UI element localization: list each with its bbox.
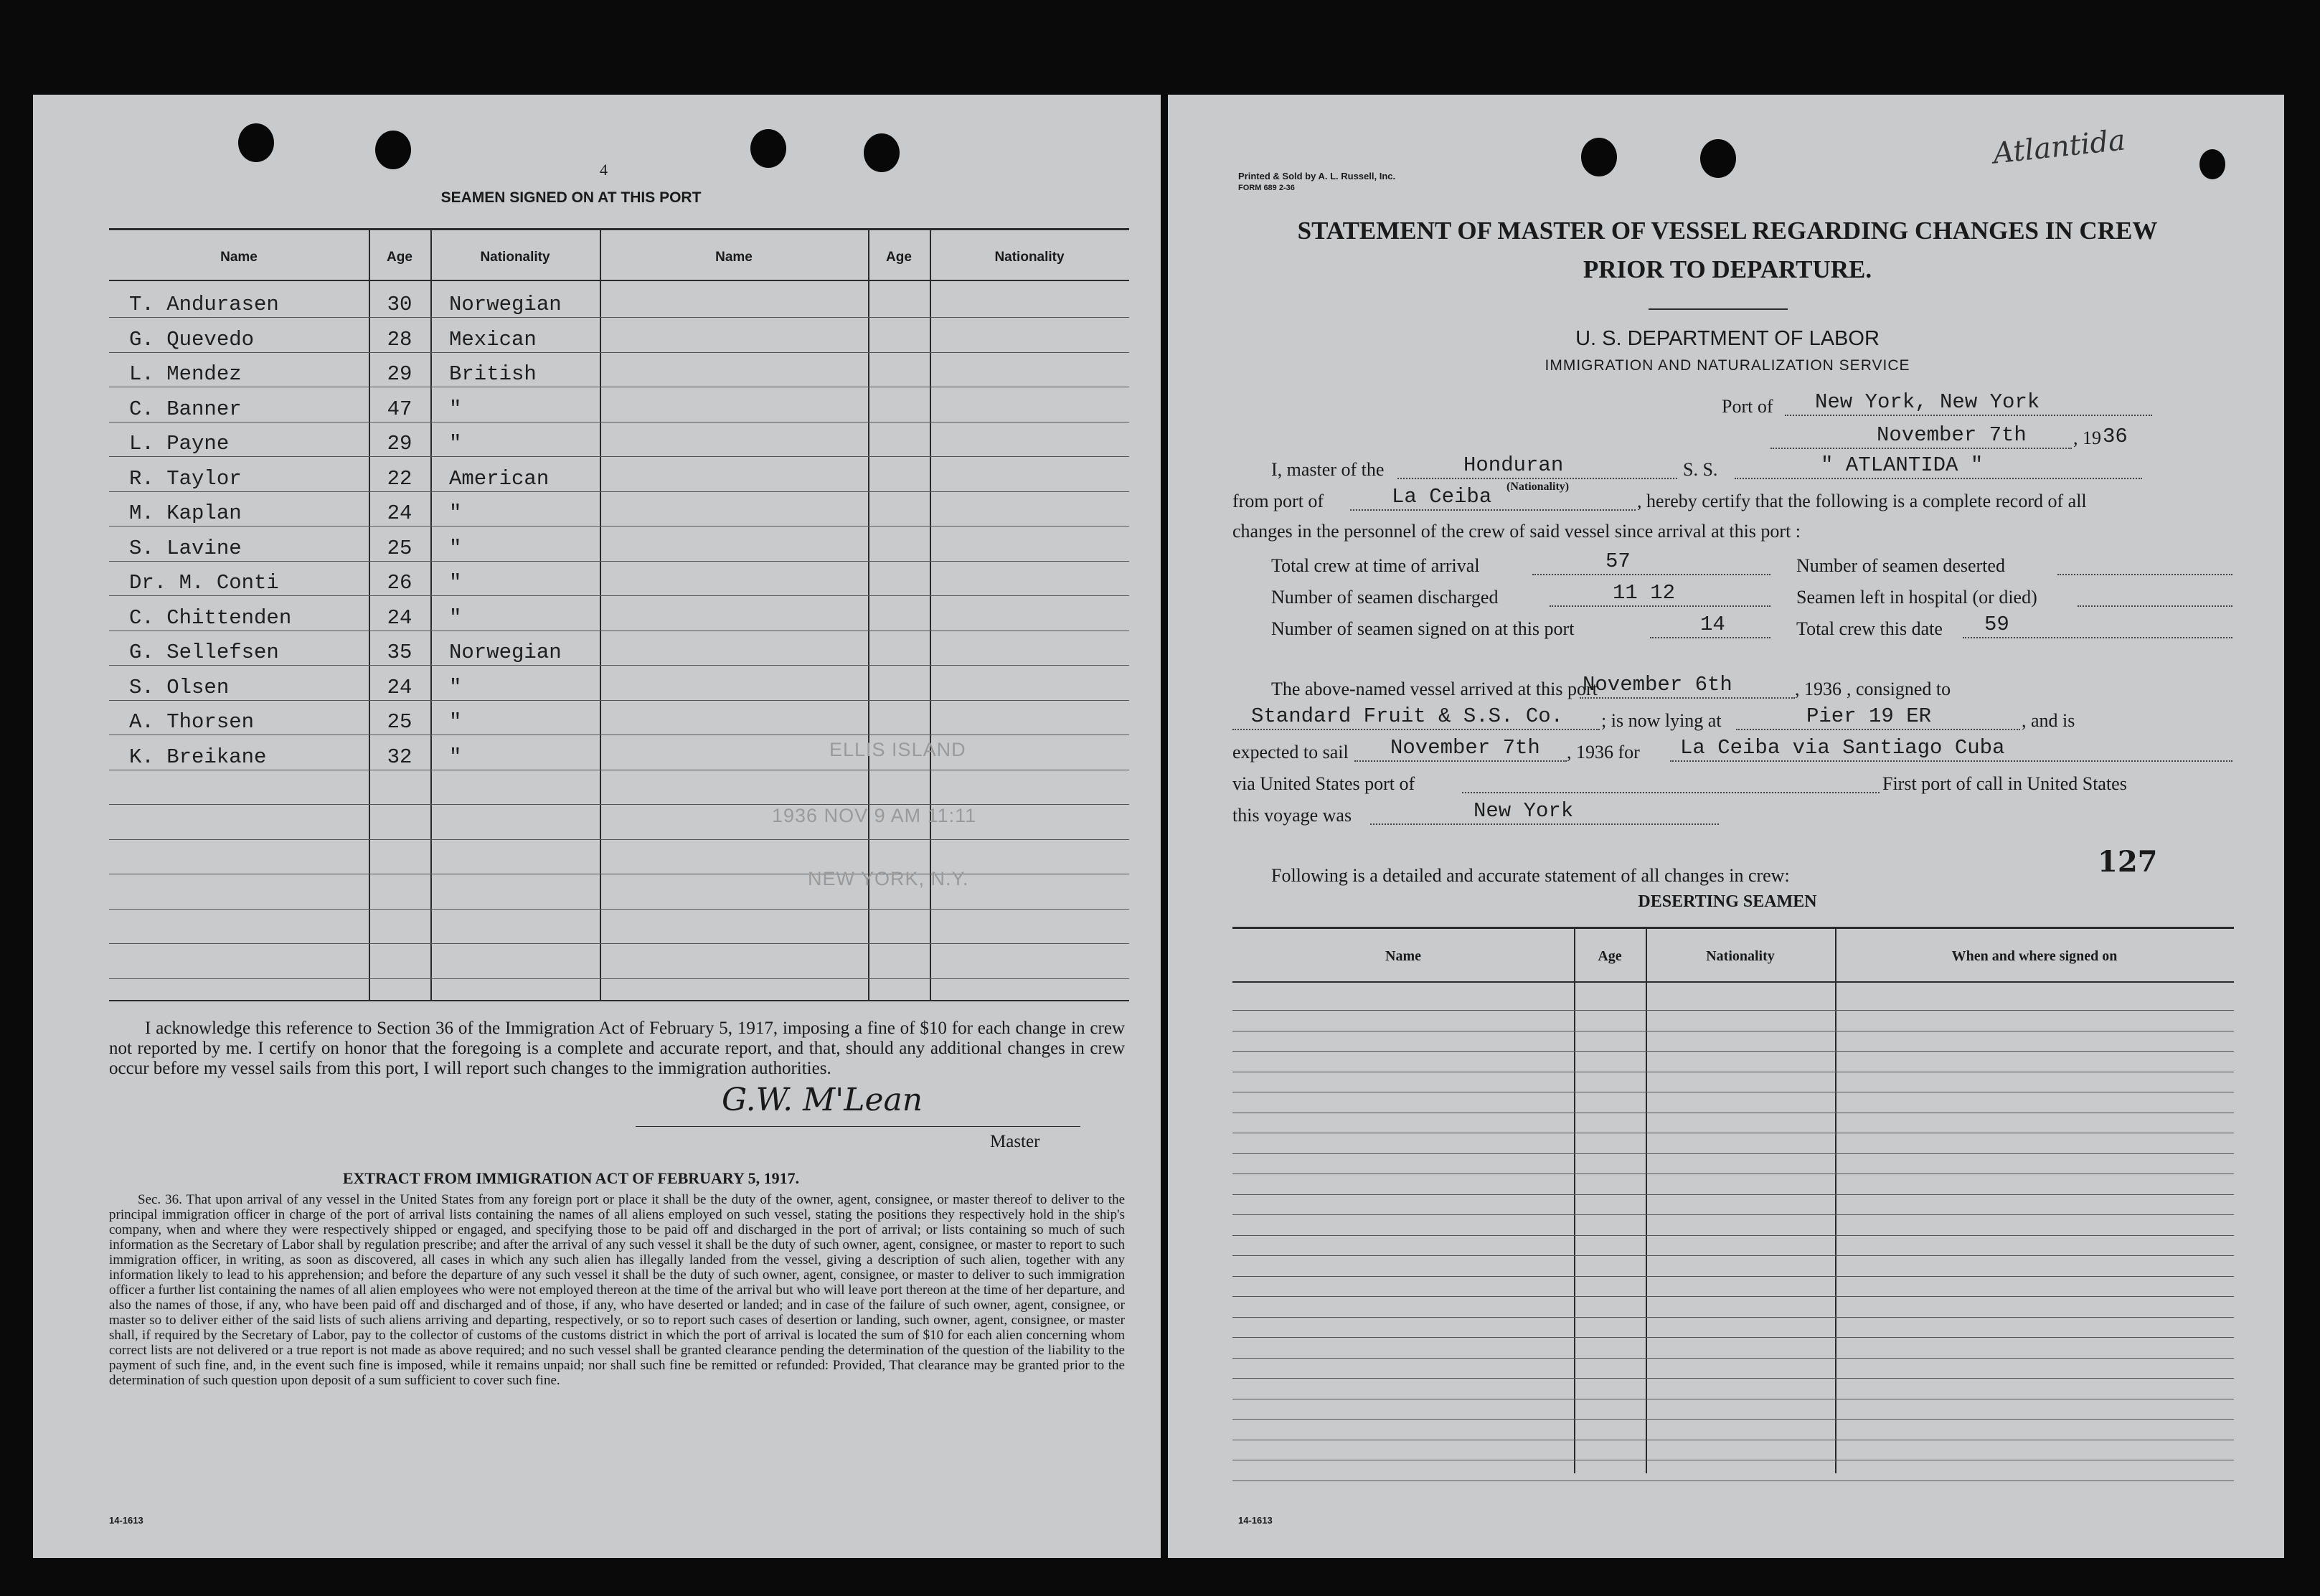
crew-nationality: " [449,397,462,421]
form-code: 14-1613 [1238,1515,1273,1526]
table-top-rule [109,228,1129,230]
title-divider [1649,308,1788,310]
fill-line [1963,637,2232,638]
crew-nationality: Norwegian [449,293,562,316]
fill-line [1770,448,2072,449]
fill-line [1397,478,1677,479]
deserting-row-rule [1232,1419,2234,1420]
table-row-rule [109,526,1129,527]
fill-line [1462,792,1880,793]
port-value: New York, New York [1815,390,2040,414]
printer-line: Printed & Sold by A. L. Russell, Inc. [1238,171,1396,181]
crew-name: K. Breikane [129,745,267,769]
crew-name: L. Mendez [129,362,242,386]
discharged-label: Number of seamen discharged [1271,587,1499,608]
crew-age: 30 [387,293,412,316]
punch-hole [1581,138,1617,176]
col-header-name-2: Name [715,250,753,265]
crew-nationality: Norwegian [449,641,562,664]
deserting-row-rule [1232,1010,2234,1011]
consigned-label: , consigned to [1847,679,1951,699]
document-number: 127 [2098,845,2158,879]
destination-value: La Ceiba via Santiago Cuba [1680,736,2005,760]
deserting-row-rule [1232,1051,2234,1052]
crew-nationality: " [449,432,462,455]
arrived-value: November 6th [1583,673,1732,697]
deserting-col-signed-on: When and where signed on [1951,948,2118,964]
table-row-rule [109,839,1129,840]
deserting-col-nationality: Nationality [1706,948,1775,964]
crew-age: 22 [387,466,412,491]
col-header-nationality-2: Nationality [994,250,1065,265]
col-header-age-2: Age [886,250,912,265]
left-page [33,95,1161,1558]
hospital-label: Seamen left in hospital (or died) [1796,587,2037,608]
port-label: Port of [1722,396,1773,417]
deserting-row-rule [1232,1235,2234,1236]
crew-nationality: Mexican [449,327,537,351]
fill-line [1736,729,2020,730]
fill-line [1735,478,2142,479]
crew-nationality: " [449,605,462,630]
crew-nationality: American [449,466,550,491]
stamp-line: 1936 NOV 9 AM 11:11 [772,805,977,826]
crew-age: 29 [387,362,412,386]
nationality-caption: (Nationality) [1506,481,1570,493]
form-title-line2: PRIOR TO DEPARTURE. [1583,255,1872,283]
consignee-value: Standard Fruit & S.S. Co. [1251,704,1564,728]
right-page [1168,95,2284,1558]
punch-hole [1700,139,1736,178]
crew-name: Dr. M. Conti [129,571,279,595]
extract-title: EXTRACT FROM IMMIGRATION ACT OF FEBRUARY 5, 1917. [342,1169,800,1187]
discharged-value: 11 12 [1613,581,1676,605]
extract-text: Sec. 36. That upon arrival of any vessel in the United States from any foreign port or place it shall be the duty of the owner, agent, consignee, or master thereof to deliver to the principal immigration officer in charge of the port of arrival lists containing the names of all aliens employed on such vessel, stating the positions they respectively hold in the ship's company, when and where they were respectively shipped or engaged, and specifying those to be paid off and discharged in the port of arrival; or lists containing so much of such information as the Secretary of Labor shall by regulation prescribe; and after the arrival of any such vessel it shall be the duty of such owner, agent, consignee, or master to report to such immigration officer, in writing, as soon as discovered, all cases in which any such alien has illegally landed from the vessel, giving a description of such alien, together with any information likely to lead to his apprehension; and before the departure of any such vessel it shall be the duty of such owner, agent, consignee, or master to deliver to such immigration officer a further list containing the names of all alien employees who were not employed thereon at the time of the arrival but who will leave port thereon at the time of her departure, and also the names of those, if any, who have been paid off and discharged and of those, if any, who have deserted or landed; and in case of the failure of such owner, agent, consignee, or master so to deliver either of the said lists of such aliens arriving and departing, respectively, or so to report such cases of desertion or landing, such owner, agent, consignee, or master shall, if required by the Secretary of Labor, pay to the collector of customs of the customs district in which the port of arrival is located the sum of $10 for each alien concerning whom correct lists are not delivered or a true report is not made as above required; and no such vessel shall be granted clearance pending the determination of the question of the liability to the payment of such fine, and, in the event such fine is imposed, while it remains unpaid; nor shall such fine be remitted or refunded: Provided, That clearance may be granted prior to the determination of such question upon deposit of a sum sufficient to cover such fine. [109,1192,1125,1388]
form-code: 14-1613 [109,1515,143,1526]
stamp-line: ELLIS ISLAND [829,739,966,760]
ship-name: " ATLANTIDA " [1821,453,1984,477]
fill-line [1670,760,2232,762]
crew-nationality: " [449,745,462,769]
col-header-age: Age [387,250,412,265]
crew-name: C. Banner [129,397,242,421]
table-row-rule [109,943,1129,944]
col-header-name: Name [220,250,258,265]
deserting-row-rule [1232,1296,2234,1297]
deserting-row-rule [1232,1317,2234,1318]
acknowledgement-text: I acknowledge this reference to Section 36 of the Immigration Act of February 5, 1917, imposing a fine of $10 for each change in crew not reported by me. I certify on honor that the foregoing is a complete and accurate report, and that, should any additional changes in crew occur before my vessel sails from this port, I will report such changes to the immigration authorities. [109,1019,1125,1078]
corner-handwriting: Atlantida [1991,123,2127,171]
crew-age: 24 [387,501,412,525]
crew-age: 25 [387,536,412,560]
deserting-row-rule [1232,1276,2234,1277]
deserting-header-rule [1232,981,2234,983]
total-crew-date-label: Total crew this date [1796,618,1943,639]
signature-line [636,1126,1080,1127]
nationality-value: Honduran [1463,453,1564,477]
crew-age: 25 [387,710,412,734]
seamen-signed-heading: SEAMEN SIGNED ON AT THIS PORT [440,189,702,206]
deserting-col-name: Name [1385,948,1421,964]
crew-nationality: " [449,571,462,595]
lying-value: Pier 19 ER [1806,704,1932,728]
certify-text: , hereby certify that the following is a complete record of all [1637,491,2087,511]
deserting-row-rule [1232,1358,2234,1359]
signed-on-label: Number of seamen signed on at this port [1271,618,1575,639]
fill-line [1550,605,1770,607]
punch-hole [750,129,786,168]
voyage-label: this voyage was [1232,805,1352,826]
fill-line [1370,823,1719,825]
crew-name: S. Lavine [129,536,242,560]
master-signature: G.W. M'Lean [722,1082,923,1118]
crew-age: 26 [387,571,412,595]
date-value: November 7th [1877,423,2027,447]
fill-line [1350,509,1636,511]
fill-line [1532,574,1770,575]
crew-age: 28 [387,327,412,351]
deserting-row-rule [1232,1194,2234,1195]
crew-age: 29 [387,432,412,455]
fill-line [1785,415,2152,416]
certify-text-2: changes in the personnel of the crew of said vessel since arrival at this port : [1232,521,1801,542]
table-row-rule [109,909,1129,910]
col-header-nationality: Nationality [480,250,550,265]
and-is-text: , and is [2022,710,2075,731]
crew-name: G. Quevedo [129,327,255,351]
deserting-top-rule [1232,927,2234,929]
col-divider [430,230,432,1001]
crew-name: M. Kaplan [129,501,242,525]
page-number: 4 [600,161,608,179]
year-value: 36 [2103,425,2128,448]
expected-label: expected to sail [1232,742,1349,762]
table-row-rule [109,665,1129,666]
table-row-rule [109,978,1129,979]
crew-name: R. Taylor [129,466,242,491]
crew-age: 24 [387,605,412,630]
fill-line [2057,574,2232,575]
crew-nationality: " [449,710,462,734]
col-divider [600,230,601,1001]
arrived-year: , 1936 [1795,679,1842,699]
first-call-label: First port of call in United States [1882,773,2127,794]
crew-name: T. Andurasen [129,293,279,316]
stamp-line: NEW YORK, N.Y. [808,868,969,889]
total-crew-arrival-value: 57 [1605,549,1631,573]
table-row-rule [109,352,1129,353]
punch-hole [2199,149,2225,179]
from-port-value: La Ceiba [1392,485,1492,509]
signed-on-value: 14 [1700,613,1725,636]
table-row-rule [109,456,1129,457]
voyage-value: New York [1473,799,1574,823]
form-number: FORM 689 2-36 [1238,184,1295,192]
crew-nationality: " [449,675,462,699]
crew-age: 32 [387,745,412,769]
fill-line [1650,637,1770,638]
department-name: U. S. DEPARTMENT OF LABOR [1575,327,1880,350]
crew-age: 35 [387,641,412,664]
table-row-rule [109,491,1129,492]
crew-name: G. Sellefsen [129,641,279,664]
deserting-col-age: Age [1598,948,1622,964]
crew-age: 24 [387,675,412,699]
via-label: via United States port of [1232,773,1415,794]
deserted-label: Number of seamen deserted [1796,555,2005,576]
crew-name: C. Chittenden [129,605,292,630]
total-crew-date-value: 59 [1984,613,2009,636]
fill-line [1354,760,1567,762]
crew-name: A. Thorsen [129,710,255,734]
table-row-rule [109,595,1129,596]
deserting-row-rule [1232,1214,2234,1215]
crew-nationality: " [449,501,462,525]
arrived-label: The above-named vessel arrived at this port [1271,679,1598,699]
table-row-rule [109,700,1129,701]
deserting-heading: DESERTING SEAMEN [1638,892,1817,911]
table-row-rule [109,317,1129,318]
year-prefix: , 19 [2073,428,2101,448]
crew-name: S. Olsen [129,675,230,699]
ss-label: S. S. [1683,459,1718,480]
fill-line [2078,605,2232,607]
service-name: IMMIGRATION AND NATURALIZATION SERVICE [1545,357,1910,374]
fill-line [1580,697,1795,699]
crew-age: 47 [387,397,412,421]
deserting-row-rule [1232,1378,2234,1379]
total-crew-arrival-label: Total crew at time of arrival [1271,555,1480,576]
master-label: I, master of the [1271,459,1385,480]
table-header-rule [109,280,1129,281]
crew-nationality: " [449,536,462,560]
punch-hole [238,123,274,162]
deserting-row-rule [1232,1153,2234,1154]
signature-label: Master [990,1132,1040,1151]
expected-value: November 7th [1390,736,1540,760]
crew-name: L. Payne [129,432,230,455]
deserting-row-rule [1232,1255,2234,1256]
punch-hole [375,131,411,169]
fill-line [1232,729,1600,730]
punch-hole [864,133,900,172]
deserting-row-rule [1232,1337,2234,1338]
expected-year-for: , 1936 for [1567,742,1640,762]
table-row-rule [109,561,1129,562]
lying-label: ; is now lying at [1601,710,1722,731]
from-port-label: from port of [1232,491,1324,511]
crew-nationality: British [449,362,537,386]
following-text: Following is a detailed and accurate statement of all changes in crew: [1271,865,1790,886]
table-bottom-rule [109,1000,1129,1001]
form-title-line1: STATEMENT OF MASTER OF VESSEL REGARDING CHANGES IN CREW [1297,217,2158,245]
